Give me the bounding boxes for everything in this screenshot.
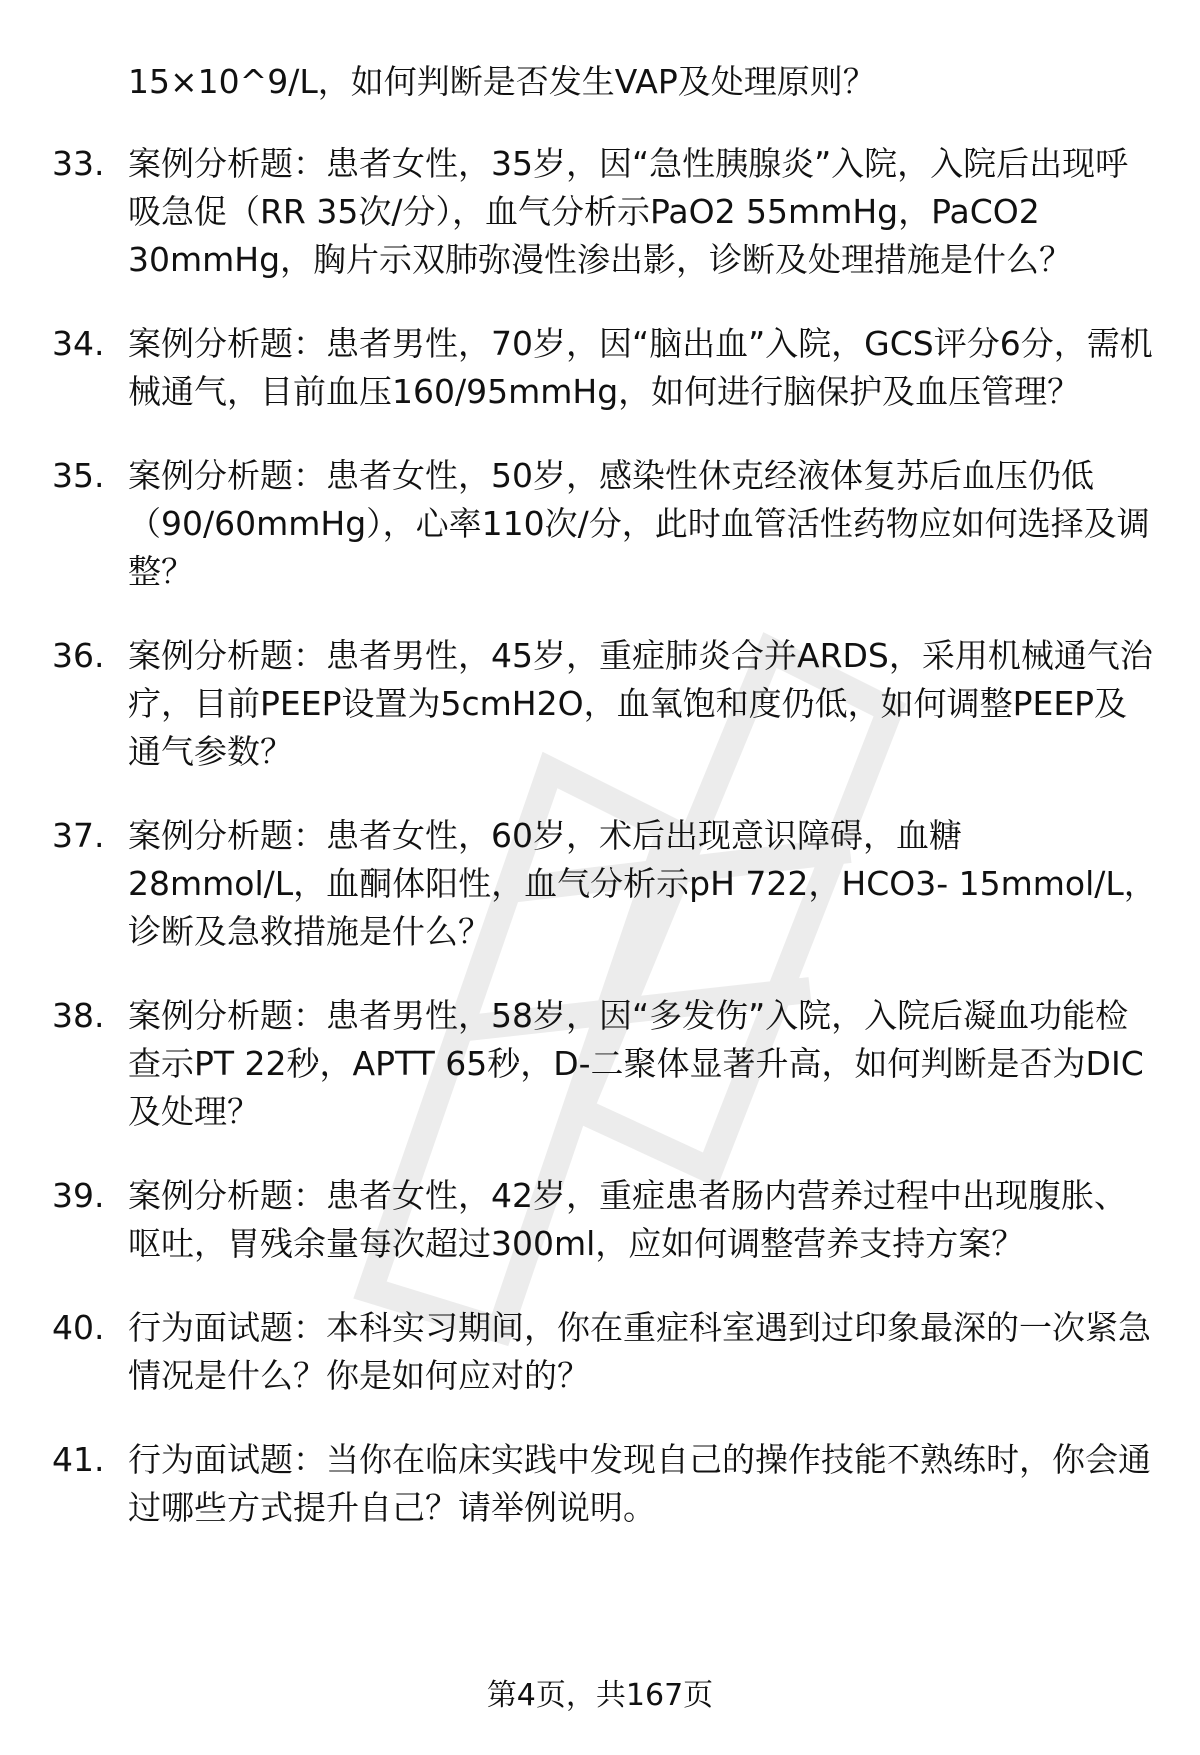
question-number: 40. (52, 1308, 105, 1347)
list-item (52, 812, 1162, 956)
question-text: 案例分析题：患者女性，42岁，重症患者肠内营养过程中出现腹胀、呕吐，胃残余量每次超过300ml，应如何调整营养支持方案？ (128, 1176, 1127, 1263)
page-footer: 第4页，共167页 (486, 1678, 714, 1713)
list-item (52, 992, 1162, 1136)
question-text: 行为面试题：本科实习期间，你在重症科室遇到过印象最深的一次紧急情况是什么？你是如何应对的？ (128, 1308, 1151, 1395)
list-item (52, 1436, 1162, 1532)
question-text: 案例分析题：患者女性，60岁，术后出现意识障碍，血糖28mmol/L，血酮体阳性，血气分析示pH 722，HCO3- 15mmol/L，诊断及急救措施是什么？ (128, 816, 1157, 951)
list-item (52, 320, 1162, 416)
question-number: 36. (52, 636, 105, 675)
question-text: 行为面试题：当你在临床实践中发现自己的操作技能不熟练时，你会通过哪些方式提升自己？请举例说明。 (128, 1440, 1151, 1527)
question-text: 案例分析题：患者男性，70岁，因“脑出血”入院，GCS评分6分，需机械通气，目前血压160/95mmHg，如何进行脑保护及血压管理？ (128, 324, 1153, 411)
list-item (52, 632, 1162, 776)
list-item (52, 1304, 1162, 1400)
question-number: 41. (52, 1440, 105, 1479)
question-number: 35. (52, 456, 105, 495)
question-number: 33. (52, 144, 105, 183)
question-number: 38. (52, 996, 105, 1035)
question-number: 37. (52, 816, 105, 855)
question-text: 案例分析题：患者女性，35岁，因“急性胰腺炎”入院，入院后出现呼吸急促（RR 35次/分），血气分析示PaO2 55mmHg，PaCO2 30mmHg，胸片示双肺弥漫性渗出影，诊断及处理措施是什么？ (128, 144, 1129, 279)
question-text: 案例分析题：患者男性，45岁，重症肺炎合并ARDS，采用机械通气治疗，目前PEEP设置为5cmH2O，血氧饱和度仍低，如何调整PEEP及通气参数？ (128, 636, 1153, 771)
continued-question-text: 15×10^9/L，如何判断是否发生VAP及处理原则？ (128, 62, 876, 101)
question-number: 39. (52, 1176, 105, 1215)
list-item (52, 452, 1162, 596)
question-text: 案例分析题：患者女性，50岁，感染性休克经液体复苏后血压仍低（90/60mmHg），心率110次/分，此时血管活性药物应如何选择及调整？ (128, 456, 1150, 591)
question-text: 案例分析题：患者男性，58岁，因“多发伤”入院，入院后凝血功能检查示PT 22秒，APTT 65秒，D-二聚体显著升高，如何判断是否为DIC及处理？ (128, 996, 1144, 1131)
question-list (52, 140, 1162, 1568)
list-item (52, 140, 1162, 284)
list-item (52, 1172, 1162, 1268)
question-number: 34. (52, 324, 105, 363)
